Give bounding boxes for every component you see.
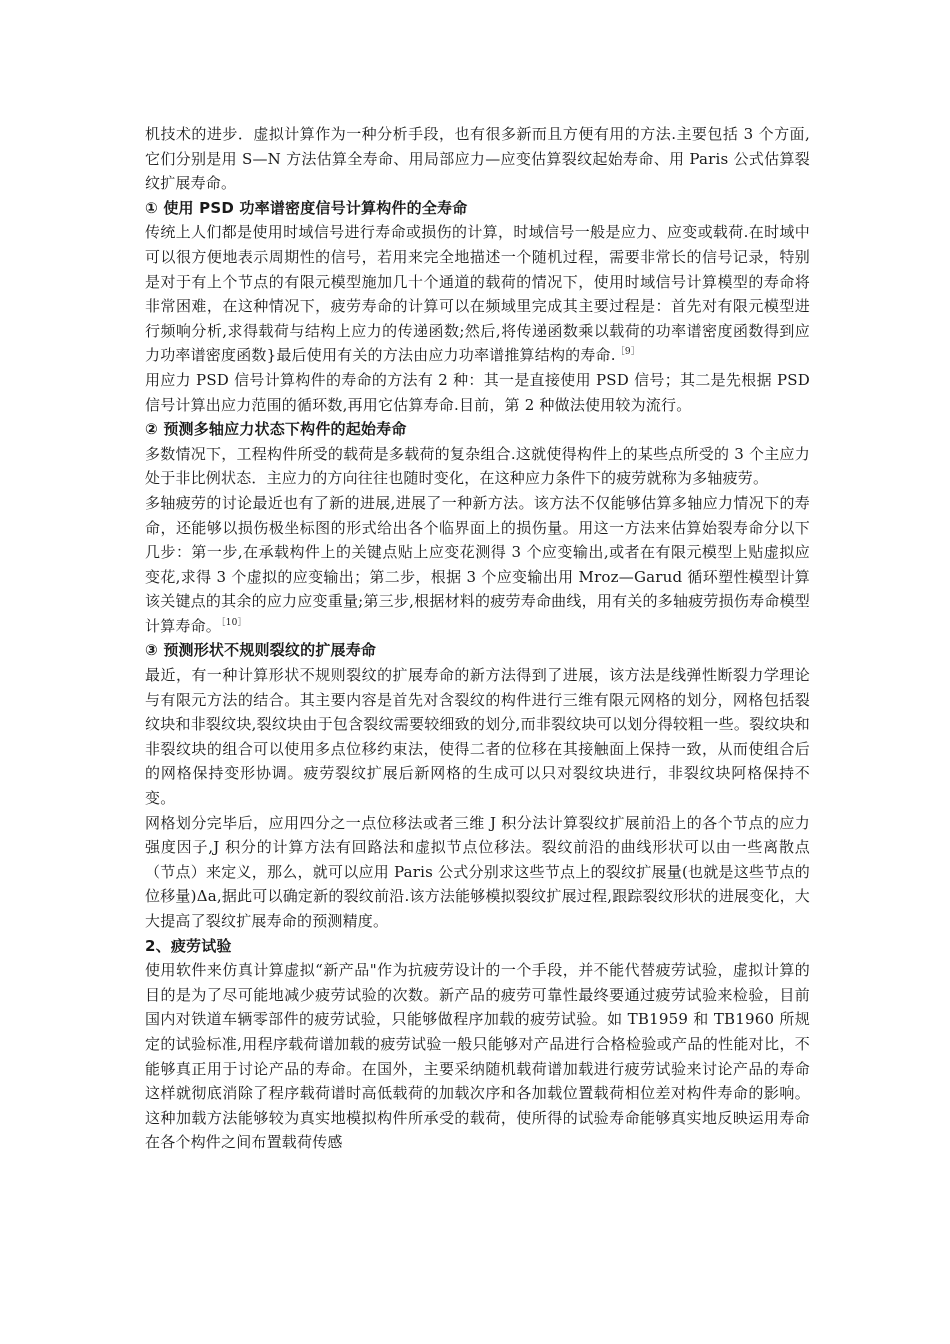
paragraph-time-domain — [145, 220, 810, 368]
paragraph-crack-growth: 网格划分完毕后，应用四分之一点位移法或者三维 J 积分法计算裂纹扩展前沿上的各个节点的应力强度因子,J 积分的计算方法有回路法和虚拟节点位移法。裂纹前沿的曲线形状可以由一些离散点（节点）来定义，那么，就可以应用 Paris 公式分别求这些节点上的裂纹扩展量(也就是这些节点的位移量)Δa,据此可以确定新的裂纹前沿.该方法能够模拟裂纹扩展过程,跟踪裂纹形状的进展变化，大大提高了裂纹扩展寿命的预测精度。 — [145, 813, 810, 930]
paragraph-multiaxial-intro: 多数情况下，工程构件所受的载荷是多载荷的复杂组合.这就使得构件上的某些点所受的 3 个主应力处于非比例状态．主应力的方向往往也随时变化，在这种应力条件下的疲劳就称为多轴疲劳。 — [145, 444, 810, 488]
citation-10: ［10］ — [221, 617, 247, 628]
heading-multiaxial-initiation: ② 预测多轴应力状态下构件的起始寿命 — [145, 420, 407, 439]
heading-irregular-crack: ③ 预测形状不规则裂纹的扩展寿命 — [145, 641, 377, 660]
document-body — [145, 122, 810, 1155]
paragraph-crack-mesh: 最近，有一种计算形状不规则裂纹的扩展寿命的新方法得到了进展，该方法是线弹性断裂力学理论与有限元方法的结合。其主要内容是首先对含裂纹的构件进行三维有限元网格的划分，网格包括裂纹块和非裂纹块,裂纹块由于包含裂纹需要较细致的划分,而非裂纹块可以划分得较粗一些。裂纹块和非裂纹块的组合可以使用多点位移约束法，使得二者的位移在其接触面上保持一致，从而使组合后的网格保持变形协调。疲劳裂纹扩展后新网格的生成可以只对裂纹块进行，非裂纹块阿格保持不变。 — [145, 666, 810, 808]
paragraph-psd-methods: 用应力 PSD 信号计算构件的寿命的方法有 2 种：其一是直接使用 PSD 信号；其二是先根据 PSD 信号计算出应力范围的循环数,再用它估算寿命.目前，第 2 种做法使用较为流行。 — [145, 370, 810, 414]
paragraph-time-domain-text: 传统上人们都是使用时域信号进行寿命或损伤的计算，时域信号一般是应力、应变或载荷.在时域中可以很方便地表示周期性的信号，若用来完全地描述一个随机过程，需要非常长的信号记录，特别是对于有上个节点的有限元模型施加几十个通道的载荷的情况下，使用时域信号计算模型的寿命将非常困难，在这种情况下，疲劳寿命的计算可以在频域里完成其主要过程是：首先对有限元模型进行频响分析,求得载荷与结构上应力的传递函数;然后,将传递函数乘以载荷的功率谱密度函数得到应力功率谱密度函数}最后使用有关的方法由应力功率谱推算结构的寿命. — [145, 223, 810, 365]
paragraph-multiaxial-method-text: 多轴疲劳的讨论最近也有了新的进展,进展了一种新方法。该方法不仅能够估算多轴应力情况下的寿命，还能够以损伤极坐标图的形式给出各个临界面上的损伤量。用这一方法来估算始裂寿命分以下几步：第一步,在承载构件上的关键点贴上应变花测得 3 个应变输出,或者在有限元模型上贴虚拟应变花,求得 3 个虚拟的应变输出；第二步，根据 3 个应变输出用 Mroz—Garud 循环塑性模型计算该关键点的其余的应力应变重量;第三步,根据材料的疲劳寿命曲线，用有关的多轴疲劳损伤寿命模型计算寿命。 — [145, 493, 810, 635]
paragraph-fatigue-test: 使用软件来仿真计算虚拟“新产品"作为抗疲劳设计的一个手段，并不能代替疲劳试验，虚拟计算的目的是为了尽可能地减少疲劳试验的次数。新产品的疲劳可靠性最终要通过疲劳试验来检验，目前国内对铁道车辆零部件的疲劳试验，只能够做程序加载的疲劳试验。如 TB1959 和 TB1960 所规定的试验标准,用程序载荷谱加载的疲劳试验一般只能够对产品进行合格检验或产品的性能对比，不能够真正用于讨论产品的寿命。在国外，主要采纳随机载荷谱加载进行疲劳试验来讨论产品的寿命这样就彻底消除了程序载荷谱时高低载荷的加载次序和各加载位置载荷相位差对构件寿命的影响。这种加载方法能够较为真实地模拟构件所承受的载荷，使所得的试验寿命能够真实地反映运用寿命在各个构件之间布置载荷传感 — [145, 961, 810, 1152]
heading-psd-full-life: ① 使用 PSD 功率谱密度信号计算构件的全寿命 — [145, 198, 468, 217]
paragraph-multiaxial-method — [145, 491, 810, 639]
citation-9: ［9］ — [615, 347, 641, 358]
heading-fatigue-test: 2、疲劳试验 — [145, 936, 232, 955]
paragraph-intro: 机技术的进步．虚拟计算作为一种分析手段，也有很多新而且方便有用的方法.主要包括 3 个方面,它们分别是用 S—N 方法估算全寿命、用局部应力—应变估算裂纹起始寿命、用 Paris 公式估算裂纹扩展寿命。 — [145, 125, 810, 193]
